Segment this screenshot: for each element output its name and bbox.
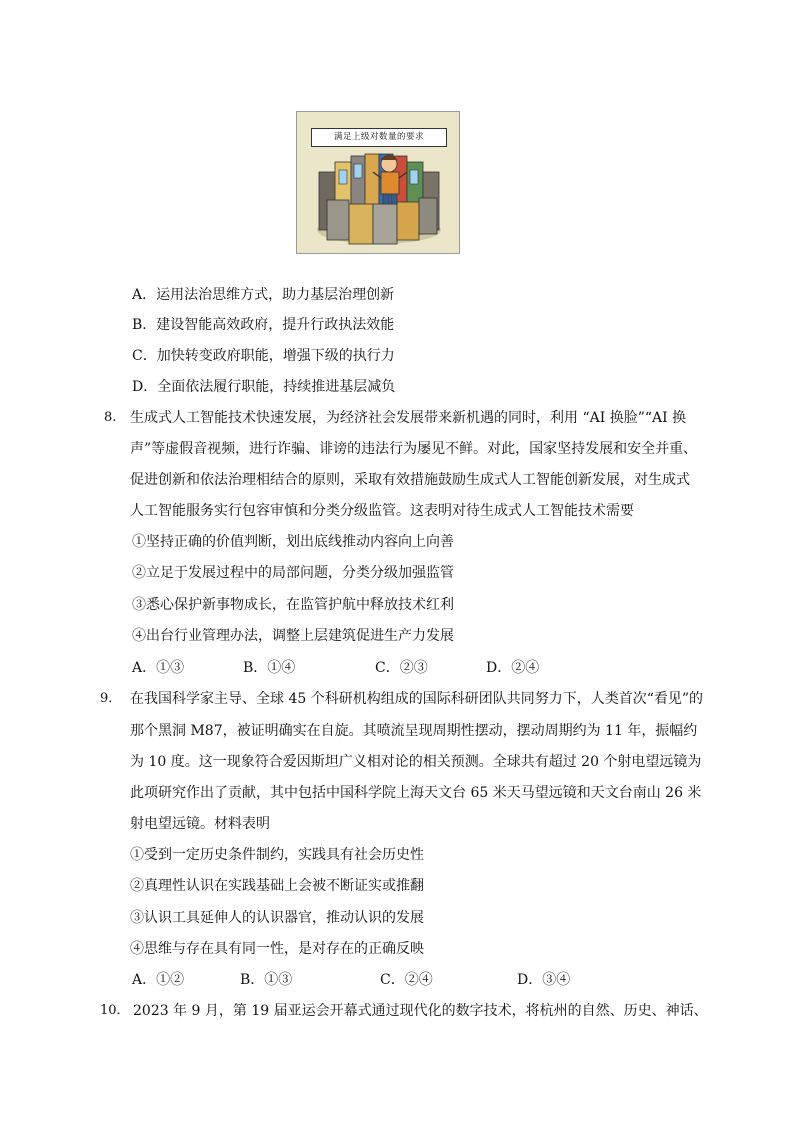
q9-stem-line: 射电望远镜。材料表明 [130,816,270,832]
q9-statement-2: ②真理性认识在实践基础上会被不断证实或推翻 [130,878,424,894]
q8-statement-2: ②立足于发展过程中的局部问题，分类分级加强监管 [132,565,454,581]
q8-number: 8. [104,410,117,425]
cartoon-illustration [296,111,460,254]
q8-choice-b: B．①④ [243,660,296,676]
q7-option-a: A．运用法治思维方式，助力基层治理创新 [132,287,395,303]
q8-stem-line: 生成式人工智能技术快速发展，为经济社会发展带来新机遇的同时，利用 “AI 换脸”“AI 换 [130,410,687,426]
q8-stem-line: 声”等虚假音视频，进行诈骗、诽谤的违法行为屡见不鲜。对此，国家坚持发展和安全并重、 [130,441,698,457]
cartoon-caption: 满足上级对数量的要求 [311,128,447,147]
q9-statement-3: ③认识工具延伸人的认识器官，推动认识的发展 [130,910,424,926]
q9-stem-line: 那个黑洞 M87，被证明确实在自旋。其喷流呈现周期性摆动，摆动周期约为 11 年，振幅约 [130,723,698,739]
q9-number: 9． [100,691,122,706]
q7-option-d: D．全面依法履行职能，持续推进基层减负 [132,379,396,395]
q8-choice-d: D．②④ [486,660,540,676]
q9-stem-line: 为 10 度。这一现象符合爱因斯坦广义相对论的相关预测。全球共有超过 20 个射电望远镜为 [130,754,702,770]
q9-choice-c: C．②④ [380,972,433,988]
q8-statement-3: ③悉心保护新事物成长，在监管护航中释放技术红利 [132,597,454,613]
q8-choice-c: C．②③ [375,660,428,676]
q9-stem-line: 在我国科学家主导、全球 45 个科研机构组成的国际科研团队共同努力下，人类首次“看见”的 [130,691,704,707]
q9-choice-a: A．①② [132,972,185,988]
q8-choice-a: A．①③ [132,660,185,676]
q9-stem-line: 此项研究作出了贡献，其中包括中国科学院上海天文台 65 米天马望远镜和天文台南山 26 米 [130,785,702,801]
q10-number: 10． [100,1003,130,1018]
q7-option-c: C．加快转变政府职能，增强下级的执行力 [132,348,395,364]
q8-statement-4: ④出台行业管理办法，调整上层建筑促进生产力发展 [132,628,454,644]
q10-stem-line: 2023 年 9 月，第 19 届亚运会开幕式通过现代化的数字技术，将杭州的自然、历史、神话、 [133,1003,708,1019]
q9-statement-4: ④思维与存在具有同一性，是对存在的正确反映 [130,941,424,957]
q9-statement-1: ①受到一定历史条件制约，实践具有社会历史性 [130,847,424,863]
q8-stem-line: 人工智能服务实行包容审慎和分类分级监管。这表明对待生成式人工智能技术需要 [130,503,634,519]
q9-choice-b: B．①③ [240,972,293,988]
q7-option-b: B．建设智能高效政府，提升行政执法效能 [132,317,395,333]
q9-choice-d: D．③④ [517,972,571,988]
q8-stem-line: 促进创新和依法治理相结合的原则，采取有效措施鼓励生成式人工智能创新发展，对生成式 [130,472,690,488]
q8-statement-1: ①坚持正确的价值判断，划出底线推动内容向上向善 [132,534,454,550]
